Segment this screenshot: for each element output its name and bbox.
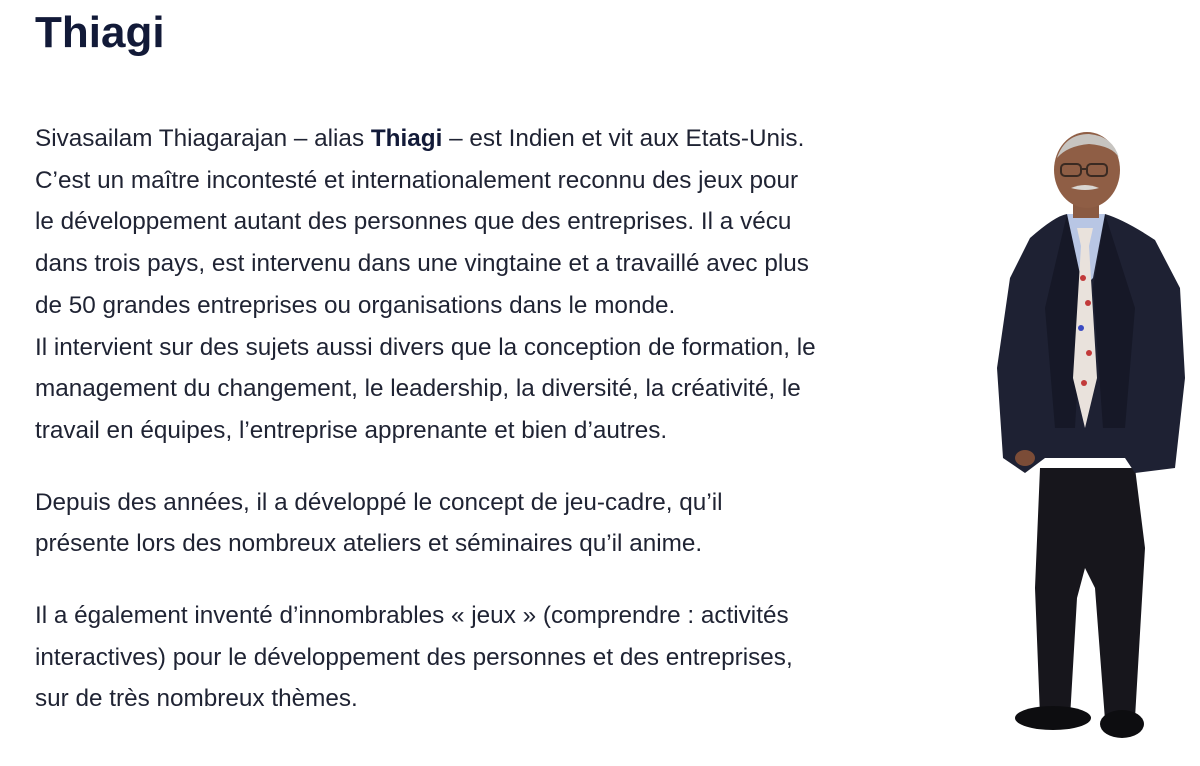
bio-line: présente lors des nombreux ateliers et séminaires qu’il anime. (35, 530, 703, 558)
bio-line: Depuis des années, il a développé le concept de jeu-cadre, qu’il (35, 488, 723, 516)
portrait-photo (985, 128, 1200, 766)
bio-line: dans trois pays, est intervenu dans une vingtaine et a travaillé avec plus (35, 250, 809, 278)
bio-line: Il a également inventé d’innombrables « jeux » (comprendre : activités (35, 602, 789, 630)
bio-line: le développement autant des personnes que des entreprises. Il a vécu (35, 208, 792, 236)
bio-line: Il intervient sur des sujets aussi divers que la conception de formation, le (35, 333, 816, 361)
bio-paragraph-3 (35, 595, 895, 720)
bio-line: travail en équipes, l’entreprise apprenante et bien d’autres. (35, 416, 668, 444)
page-title: Thiagi (35, 8, 165, 57)
name-highlight: Thiagi (370, 125, 443, 152)
bio-content (35, 118, 895, 720)
bio-line: management du changement, le leadership, la diversité, la créativité, le (35, 375, 801, 403)
bio-line: Sivasailam Thiagarajan – alias Thiagi – est Indien et vit aux Etats-Unis. (35, 125, 805, 152)
bio-line: C’est un maître incontesté et internationalement reconnu des jeux pour (35, 166, 799, 194)
bio-paragraph-1 (35, 118, 895, 452)
bio-line: sur de très nombreux thèmes. (35, 685, 358, 713)
bio-line: interactives) pour le développement des personnes et des entreprises, (35, 643, 793, 671)
bio-paragraph-2 (35, 482, 895, 565)
bio-line: de 50 grandes entreprises ou organisations dans le monde. (35, 291, 676, 319)
